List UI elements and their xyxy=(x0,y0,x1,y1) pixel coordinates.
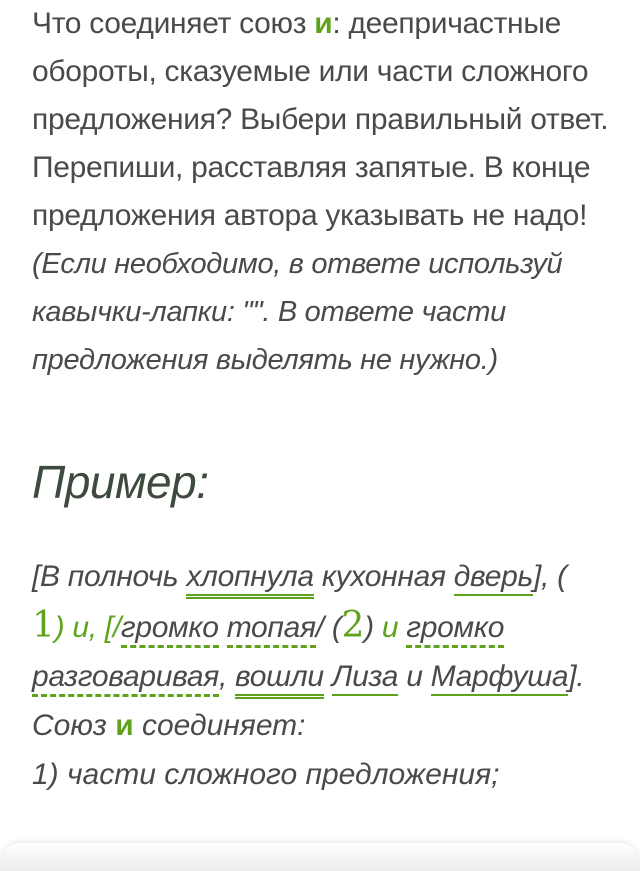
question-text: соединяет: xyxy=(133,709,306,742)
example-text: ], ( xyxy=(532,560,567,593)
example-text: ]. xyxy=(568,660,585,693)
example-title: Пример: xyxy=(32,456,209,508)
adverbial: громко xyxy=(406,611,504,648)
example-text xyxy=(324,660,332,693)
question-line xyxy=(32,701,622,750)
subject: Лиза xyxy=(332,660,398,696)
marker-number: 2 xyxy=(341,605,365,646)
adverbial-participle: топая xyxy=(227,611,316,648)
question-text: Союз xyxy=(32,709,116,742)
example-text: ) xyxy=(364,611,382,644)
predicate: хлопнула xyxy=(186,560,314,599)
conjunction-highlight: и xyxy=(314,7,333,40)
example-text: / ( xyxy=(315,611,342,644)
adverbial-participle: разговаривая xyxy=(32,660,219,697)
task-text xyxy=(32,0,622,240)
marker-number: 1 xyxy=(32,605,55,646)
example-text xyxy=(219,611,227,644)
exercise-content xyxy=(32,0,622,799)
example-sentence xyxy=(32,552,622,701)
subject: Марфуша xyxy=(431,660,569,696)
conjunction: и xyxy=(381,611,399,644)
task-text-part: : деепричастные обороты, сказуемые или части сложного предложения? Выбери правильный ответ. Перепиши, расставляя запятые. В конце предложения автора указывать не надо! xyxy=(32,7,609,232)
example-text: кухонная xyxy=(313,560,454,593)
conjunction-highlight: и xyxy=(115,709,134,742)
example-text: ) и, [/ xyxy=(54,611,121,644)
adverbial: громко xyxy=(121,611,219,648)
predicate: вошли xyxy=(235,660,324,699)
example-text: [В полночь xyxy=(32,560,187,593)
task-text-part: Что соединяет союз xyxy=(32,7,315,40)
subject: дверь xyxy=(454,560,533,596)
task-hint: (Если необходимо, в ответе используй кавычки-лапки: "". В ответе части предложения выделять не нужно.) xyxy=(32,248,563,376)
answer-option: 1) части сложного предложения; xyxy=(32,758,500,791)
bottom-sheet-edge[interactable] xyxy=(0,843,640,871)
example-text: и xyxy=(398,660,431,693)
example-text: , xyxy=(218,660,236,693)
